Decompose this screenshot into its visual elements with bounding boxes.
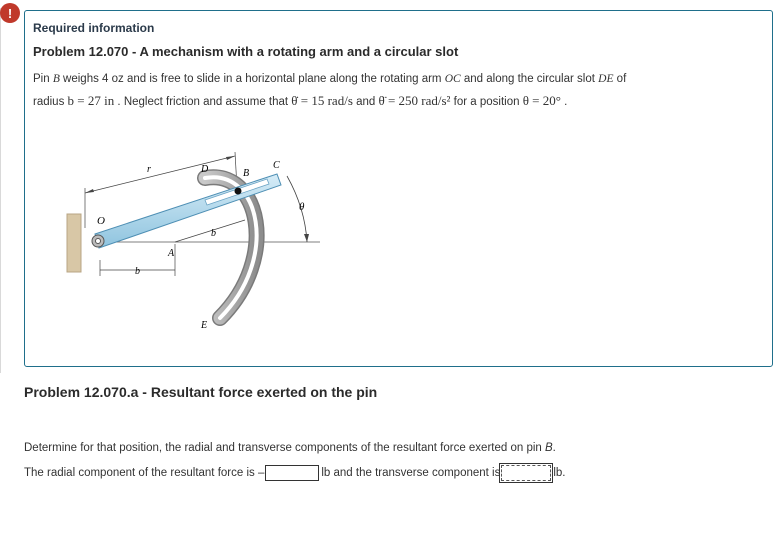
label-c: C (273, 160, 280, 171)
label-b: B (243, 168, 250, 179)
label-d: D (201, 164, 209, 175)
problem-statement (33, 68, 738, 113)
wall (67, 214, 81, 272)
label-e: E (201, 320, 208, 331)
text-seg: DE (598, 73, 614, 85)
text-seg: OC (444, 73, 461, 85)
math-b: b = 27 in (67, 93, 115, 108)
text-seg: and (352, 96, 379, 108)
text-seg: Pin (33, 73, 53, 85)
pin-b (235, 188, 242, 195)
label-b-horizontal: b (135, 266, 140, 277)
answer-prefix: The radial component of the resultant force is – (24, 467, 265, 479)
answer-suffix: lb. (553, 467, 566, 479)
part-title: Problem 12.070.a - Resultant force exerted on the pin (24, 384, 378, 400)
text-seg: . (560, 96, 568, 108)
label-theta: θ (299, 201, 305, 213)
label-b-diagonal: b (211, 228, 216, 239)
text-seg: . (552, 442, 556, 454)
math-thetaddot: θ̈ = 250 rad/s² (378, 93, 451, 108)
answer-middle: lb and the transverse component is (321, 467, 501, 479)
alert-icon: ! (0, 3, 20, 23)
transverse-component-input[interactable] (501, 465, 551, 481)
answer-line (24, 465, 566, 481)
text-seg: B (52, 73, 60, 85)
mechanism-figure (55, 148, 345, 338)
text-seg: weighs 4 oz and is free to slide in a horizontal plane along the rotating arm (59, 73, 445, 85)
left-rule (0, 8, 1, 373)
radial-component-input[interactable] (265, 465, 319, 481)
text-seg: of (613, 73, 627, 85)
text-seg: for a position (450, 96, 523, 108)
text-seg: and along the circular slot (460, 73, 599, 85)
label-o: O (97, 215, 105, 227)
text-seg: radius (33, 96, 68, 108)
math-theta: θ = 20° (522, 93, 561, 108)
text-seg: . Neglect friction and assume that (114, 96, 292, 108)
required-info-heading: Required information (33, 21, 155, 35)
label-a: A (168, 248, 175, 259)
text-seg: B (545, 442, 553, 454)
label-r: r (147, 164, 151, 175)
text-seg: Determine for that position, the radial and transverse components of the resultant force exerted on pin (24, 442, 545, 454)
problem-title: Problem 12.070 - A mechanism with a rotating arm and a circular slot (33, 44, 459, 59)
math-thetadot: θ̇ = 15 rad/s (291, 93, 353, 108)
question-text (24, 442, 556, 454)
